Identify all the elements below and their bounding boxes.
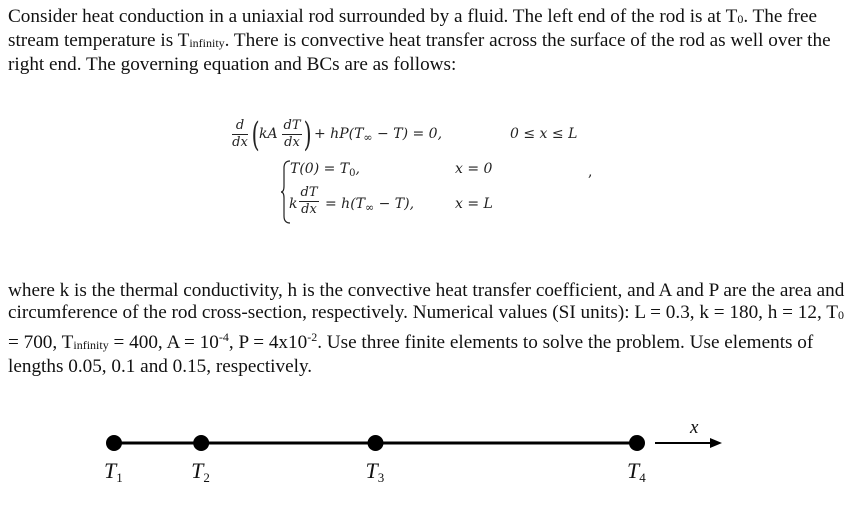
node-4-dot [629, 435, 645, 451]
intro-text-1: Consider heat conduction in a uniaxial rod surrounded by a fluid. The left end of the rod is at T [8, 6, 738, 27]
values-text-3: = 400, A = 10 [108, 332, 219, 353]
tinfinity-subscript: infinity [189, 36, 225, 50]
x-axis-label: x [690, 417, 699, 438]
x-axis-arrow-icon [710, 438, 722, 448]
values-text-2: = 700, T [8, 332, 74, 353]
node-3-label-subscript: 3 [377, 470, 385, 485]
node-1-dot [106, 435, 122, 451]
d-numerator: d [235, 118, 245, 133]
left-paren: ( [251, 115, 260, 155]
t0-subscript-2: 0 [837, 308, 844, 322]
bc1-location: x = 0 [455, 161, 493, 177]
node-4-label-t: T [627, 458, 640, 483]
bc2-k: k [289, 196, 298, 212]
node-1-label [104, 458, 123, 486]
perimeter-exponent: -2 [307, 330, 318, 344]
tinfinity-subscript-2: infinity [73, 338, 109, 352]
convection-term: + $hP(T_\infty - T) = 0$, [314, 126, 443, 144]
values-text-4: , P = 4x10 [228, 332, 308, 353]
node-4-label-subscript: 4 [639, 470, 646, 485]
node-2-label [191, 458, 210, 486]
node-3-label [366, 458, 385, 486]
dx-denominator: dx [232, 135, 248, 150]
node-3-label-t: T [365, 458, 378, 483]
bc2-dx-denominator: dx [301, 202, 317, 217]
values-text-5: . Use three finite elements to solve the problem. Use elements of lengths 0.05, 0.1 and 0.15, respectively. [8, 332, 814, 377]
bc2-rhs: = $h(T_\infty - T)$, [325, 196, 415, 214]
bc2-dt-numerator: dT [300, 185, 318, 200]
dx-denominator-2: dx [284, 135, 300, 150]
bc2-location: x = L [455, 196, 493, 212]
trailing-comma: , [588, 164, 593, 180]
node-4-label [627, 458, 646, 486]
values-text-1: where k is the thermal conductivity, h is the convective heat transfer coefficient, and A and P are the area and circumference of the rod cross-section, respectively. Numerical values (SI units): L = 0.3, k = 180, h = 12, T [8, 280, 845, 323]
node-2-dot [193, 435, 209, 451]
right-paren: ) [303, 115, 312, 155]
intro-text-2: . The free stream temperature is T [8, 6, 817, 51]
dt-numerator: dT [283, 118, 301, 133]
domain-range: 0 ≤ x ≤ L [510, 126, 578, 142]
bc1-equation: $T(0) = T_0$, [290, 161, 360, 179]
node-2-label-subscript: 2 [203, 470, 210, 485]
t0-subscript: 0 [737, 12, 744, 26]
node-2-label-t: T [191, 458, 204, 483]
area-exponent: -4 [218, 330, 229, 344]
node-3-dot [368, 435, 384, 451]
intro-text-3: . There is convective heat transfer across the surface of the rod as well over the right end. The governing equation and BCs are as follows: [8, 30, 831, 75]
node-1-label-t: T [104, 458, 117, 483]
node-1-label-subscript: 1 [116, 470, 123, 485]
ka-term: kA [259, 126, 278, 142]
